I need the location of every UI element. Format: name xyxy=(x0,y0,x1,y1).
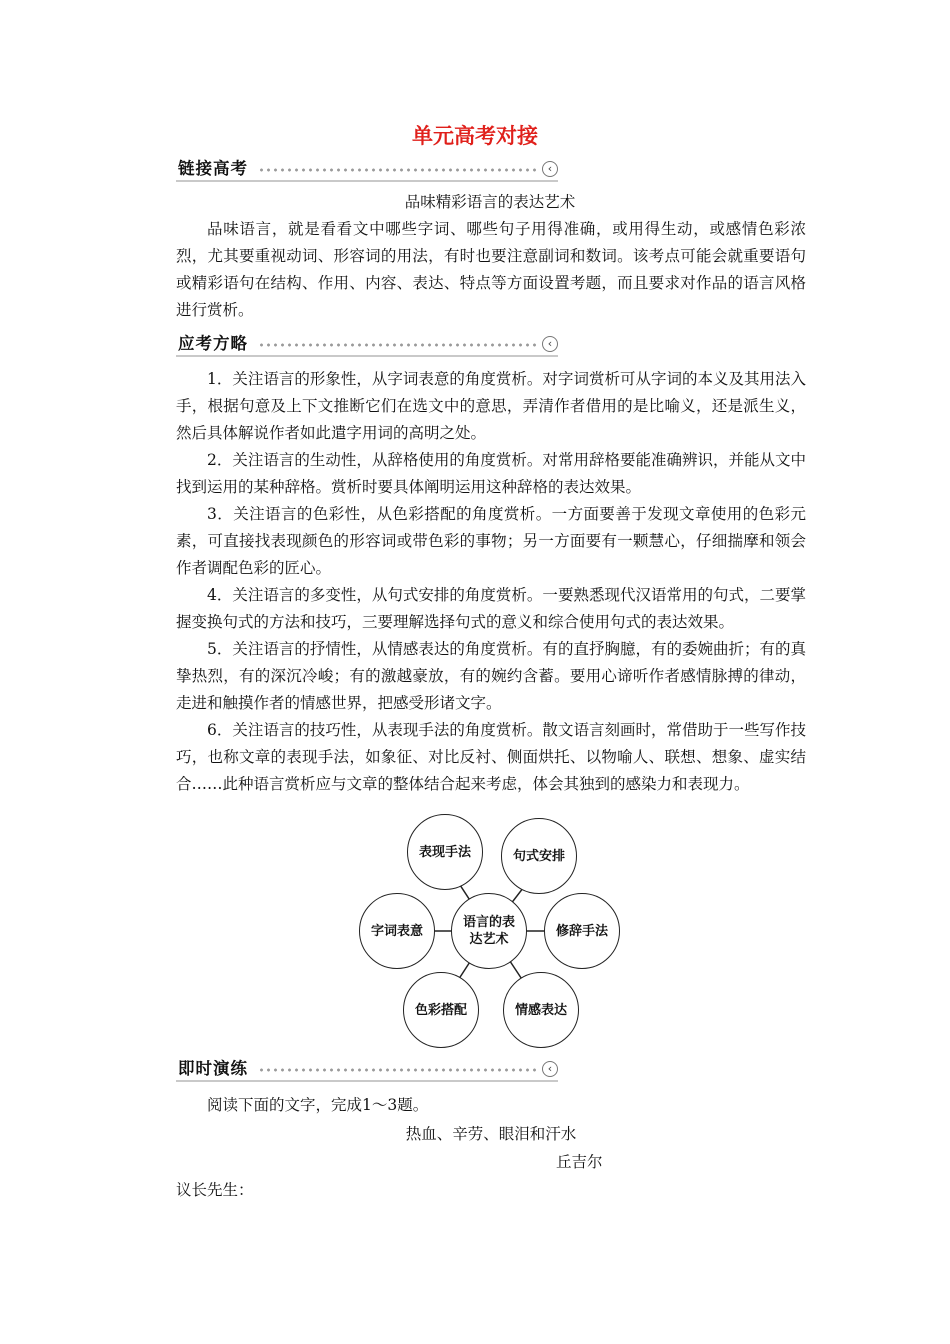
node-color-matching: 色彩搭配 xyxy=(403,972,479,1048)
practice-instruction: 阅读下面的文字，完成1～3题。 xyxy=(207,1096,429,1114)
section2-body xyxy=(176,366,806,798)
language-art-diagram xyxy=(355,812,625,1050)
strategy-item-1: 1．关注语言的形象性，从字词表意的角度赏析。对字词赏析可从字词的本义及其用法入手，根据句意及上下文推断它们在选文中的意思，弄清作者借用的是比喻义，还是派生义，然后具体解说作者如此遣字用词的高明之处。 xyxy=(176,370,806,442)
node-sentence-arrangement: 句式安排 xyxy=(501,818,577,894)
section-header-practice xyxy=(176,1058,558,1082)
page-title: 单元高考对接 xyxy=(412,124,538,148)
section-header-label: 即时演练 xyxy=(178,1059,248,1078)
node-emotion-expression: 情感表达 xyxy=(503,972,579,1048)
section1-paragraph: 品味语言，就是看看文中哪些字词、哪些句子用得准确，或用得生动，或感情色彩浓烈，尤其要重视动词、形容词的用法，有时也要注意副词和数词。该考点可能会就重要语句或精彩语句在结构、作用、内容、表达、特点等方面设置考题，而且要求对作品的语言风格进行赏析。 xyxy=(176,220,806,319)
node-rhetoric: 修辞手法 xyxy=(544,893,620,969)
chevron-left-icon: ‹ xyxy=(542,336,558,352)
section-header-label: 链接高考 xyxy=(178,159,248,178)
dotted-divider xyxy=(258,1068,540,1072)
article-title: 热血、辛劳、眼泪和汗水 xyxy=(405,1125,577,1143)
strategy-item-6: 6．关注语言的技巧性，从表现手法的角度赏析。散文语言刻画时，常借助于一些写作技巧，也称文章的表现手法，如象征、对比反衬、侧面烘托、以物喻人、联想、想象、虚实结合……此种语言赏析应与文章的整体结合起来考虑，体会其独到的感染力和表现力。 xyxy=(176,721,806,793)
strategy-item-5: 5．关注语言的抒情性，从情感表达的角度赏析。有的直抒胸臆，有的委婉曲折；有的真挚热烈，有的深沉冷峻；有的激越豪放，有的婉约含蓄。要用心谛听作者感情脉搏的律动，走进和触摸作者的情感世界，把感受形诸文字。 xyxy=(176,640,806,712)
dotted-divider xyxy=(258,343,540,347)
node-word-meaning: 字词表意 xyxy=(359,893,435,969)
section-header-label: 应考方略 xyxy=(178,334,248,353)
node-expression-technique: 表现手法 xyxy=(407,814,483,890)
strategy-item-4: 4．关注语言的多变性，从句式安排的角度赏析。一要熟悉现代汉语常用的句式，二要掌握变换句式的方法和技巧，三要理解选择句式的意义和综合使用句式的表达效果。 xyxy=(176,586,806,631)
section-header-link-exam xyxy=(176,158,558,182)
chevron-left-icon: ‹ xyxy=(542,1061,558,1077)
node-center-language-art: 语言的表达艺术 xyxy=(451,893,527,969)
dotted-divider xyxy=(258,168,540,172)
strategy-item-2: 2．关注语言的生动性，从辞格使用的角度赏析。对常用辞格要能准确辨识，并能从文中找到运用的某种辞格。赏析时要具体阐明运用这种辞格的表达效果。 xyxy=(176,451,806,496)
article-salutation: 议长先生： xyxy=(176,1181,254,1199)
article-author: 丘吉尔 xyxy=(556,1153,603,1171)
chevron-left-icon: ‹ xyxy=(542,161,558,177)
strategy-item-3: 3．关注语言的色彩性，从色彩搭配的角度赏析。一方面要善于发现文章使用的色彩元素，可直接找表现颜色的形容词或带色彩的事物；另一方面要有一颗慧心，仔细揣摩和领会作者调配色彩的匠心。 xyxy=(176,505,806,577)
practice-instruction-block xyxy=(176,1092,806,1119)
section1-subtitle: 品味精彩语言的表达艺术 xyxy=(404,193,576,211)
header-underline xyxy=(176,1080,558,1082)
header-underline xyxy=(176,355,558,357)
section-header-strategy xyxy=(176,333,558,357)
section1-body xyxy=(176,216,806,324)
header-underline xyxy=(176,180,558,182)
